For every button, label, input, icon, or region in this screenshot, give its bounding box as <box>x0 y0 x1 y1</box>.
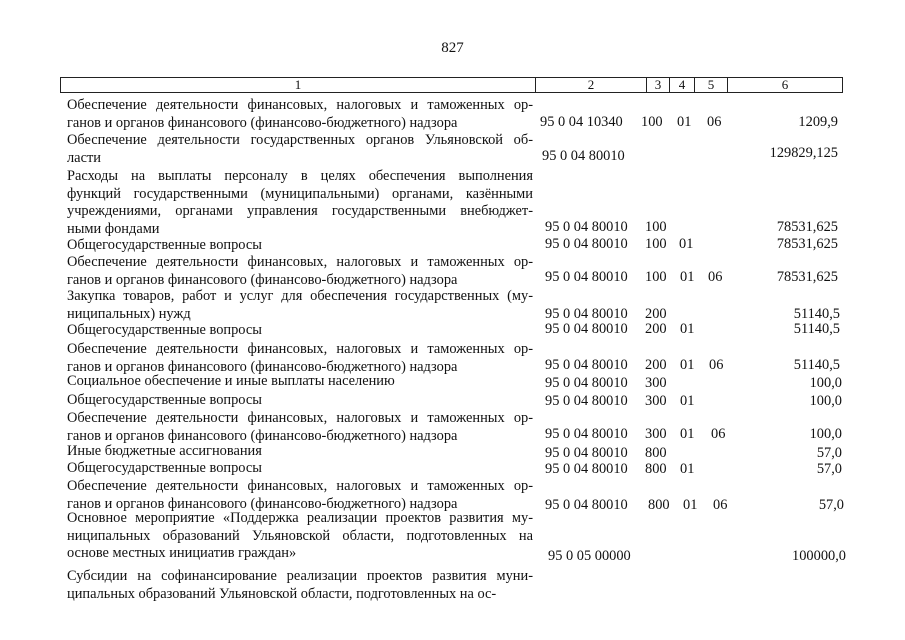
row-text-line: Общегосударственные вопросы <box>67 392 262 408</box>
row-col-5: 06 <box>708 269 723 285</box>
row-code: 95 0 04 80010 <box>545 426 628 442</box>
row-text-line: основе местных инициатив граждан» <box>67 545 297 561</box>
row-col-3: 300 <box>645 426 667 442</box>
row-text-line: Социальное обеспечение и иные выплаты населению <box>67 373 395 389</box>
row-code: 95 0 04 80010 <box>545 236 628 252</box>
row-text-line: ганов и органов финансового (финансово-бюджетного) надзора <box>67 114 458 131</box>
row-text-line: Обеспечение деятельности государственных органов Ульяновской об- <box>67 132 533 148</box>
row-amount: 1209,9 <box>798 114 838 130</box>
row-col-4: 01 <box>680 426 695 442</box>
row-text-line: ниципальных образований Ульяновской области, подготовленных на <box>67 527 533 544</box>
row-col-4: 01 <box>677 114 692 130</box>
row-col-4: 01 <box>683 497 698 513</box>
row-amount: 129829,125 <box>769 145 838 161</box>
row-col-3: 200 <box>645 321 667 337</box>
row-col-3: 100 <box>645 269 667 285</box>
row-text-line: Обеспечение деятельности финансовых, налоговых и таможенных ор- <box>67 341 533 357</box>
row-amount: 51140,5 <box>793 321 840 337</box>
row-amount: 51140,5 <box>793 306 840 322</box>
row-text-line: функций государственными (муниципальными) органами, казёнными <box>67 185 533 202</box>
header-col-3: 3 <box>654 77 662 92</box>
row-col-3: 300 <box>645 375 667 391</box>
row-col-3: 100 <box>641 114 663 130</box>
row-amount: 78531,625 <box>776 219 838 235</box>
row-col-4: 01 <box>680 393 695 409</box>
row-text-line: ниципальных) нужд <box>67 305 191 322</box>
row-text-line: ными фондами <box>67 220 160 237</box>
row-col-4: 01 <box>680 321 695 337</box>
row-text-line: ганов и органов финансового (финансово-бюджетного) надзора <box>67 358 458 375</box>
row-col-3: 100 <box>645 236 667 252</box>
row-code: 95 0 04 80010 <box>542 148 625 164</box>
row-amount: 51140,5 <box>793 357 840 373</box>
row-text-line: ганов и органов финансового (финансово-бюджетного) надзора <box>67 271 458 288</box>
row-col-3: 100 <box>645 219 667 235</box>
row-col-5: 06 <box>709 357 724 373</box>
row-col-4: 01 <box>680 357 695 373</box>
row-amount: 100,0 <box>809 393 842 409</box>
header-col-1: 1 <box>294 77 302 92</box>
row-col-3: 800 <box>648 497 670 513</box>
row-code: 95 0 04 80010 <box>545 375 628 391</box>
row-col-5: 06 <box>711 426 726 442</box>
row-col-5: 06 <box>707 114 722 130</box>
row-code: 95 0 04 80010 <box>545 321 628 337</box>
row-text-line: ганов и органов финансового (финансово-бюджетного) надзора <box>67 495 458 512</box>
row-text-line: Закупка товаров, работ и услуг для обеспечения государственных (му- <box>67 288 533 304</box>
table-header <box>60 77 843 93</box>
row-text-line: Обеспечение деятельности финансовых, налоговых и таможенных ор- <box>67 97 533 113</box>
row-col-3: 200 <box>645 357 667 373</box>
row-text-line: Субсидии на софинансирование реализации проектов развития муни- <box>67 568 533 584</box>
row-amount: 57,0 <box>816 445 842 461</box>
row-text-line: ципальных образований Ульяновской области, подготовленных на ос- <box>67 585 497 602</box>
row-text-line: учреждениями, органами управления государственными внебюджет- <box>67 203 533 219</box>
row-code: 95 0 04 80010 <box>545 393 628 409</box>
row-col-4: 01 <box>680 461 695 477</box>
row-text-line: Иные бюджетные ассигнования <box>67 443 262 459</box>
row-text-line: Общегосударственные вопросы <box>67 460 262 476</box>
row-text-line: Обеспечение деятельности финансовых, налоговых и таможенных ор- <box>67 254 533 270</box>
row-code: 95 0 04 80010 <box>545 219 628 235</box>
row-code: 95 0 04 80010 <box>545 497 628 513</box>
row-amount: 100000,0 <box>792 548 846 564</box>
row-code: 95 0 04 80010 <box>545 461 628 477</box>
row-text-line: ганов и органов финансового (финансово-бюджетного) надзора <box>67 427 458 444</box>
row-text-line: ласти <box>67 149 101 166</box>
row-text-line: Расходы на выплаты персоналу в целях обеспечения выполнения <box>67 168 533 184</box>
row-text-line: Основное мероприятие «Поддержка реализации проектов развития му- <box>67 510 533 526</box>
row-text-line: Обеспечение деятельности финансовых, налоговых и таможенных ор- <box>67 410 533 426</box>
page-number: 827 <box>441 40 464 56</box>
row-col-3: 800 <box>645 461 667 477</box>
header-col-2: 2 <box>587 77 595 92</box>
row-text-line: Общегосударственные вопросы <box>67 322 262 338</box>
row-text-line: Обеспечение деятельности финансовых, налоговых и таможенных ор- <box>67 478 533 494</box>
row-amount: 100,0 <box>809 426 842 442</box>
row-col-4: 01 <box>680 269 695 285</box>
row-code: 95 0 04 80010 <box>545 357 628 373</box>
row-amount: 57,0 <box>818 497 844 513</box>
row-col-3: 300 <box>645 393 667 409</box>
row-code: 95 0 04 80010 <box>545 269 628 285</box>
row-code: 95 0 05 00000 <box>548 548 631 564</box>
row-col-3: 200 <box>645 306 667 322</box>
header-col-4: 4 <box>678 77 686 92</box>
header-col-6: 6 <box>781 77 789 92</box>
row-code: 95 0 04 10340 <box>540 114 623 130</box>
row-text-line: Общегосударственные вопросы <box>67 237 262 253</box>
row-col-5: 06 <box>713 497 728 513</box>
header-col-5: 5 <box>707 77 715 92</box>
row-amount: 78531,625 <box>776 236 838 252</box>
row-code: 95 0 04 80010 <box>545 306 628 322</box>
row-amount: 57,0 <box>816 461 842 477</box>
row-amount: 78531,625 <box>776 269 838 285</box>
row-amount: 100,0 <box>809 375 842 391</box>
row-col-4: 01 <box>679 236 694 252</box>
row-code: 95 0 04 80010 <box>545 445 628 461</box>
row-col-3: 800 <box>645 445 667 461</box>
